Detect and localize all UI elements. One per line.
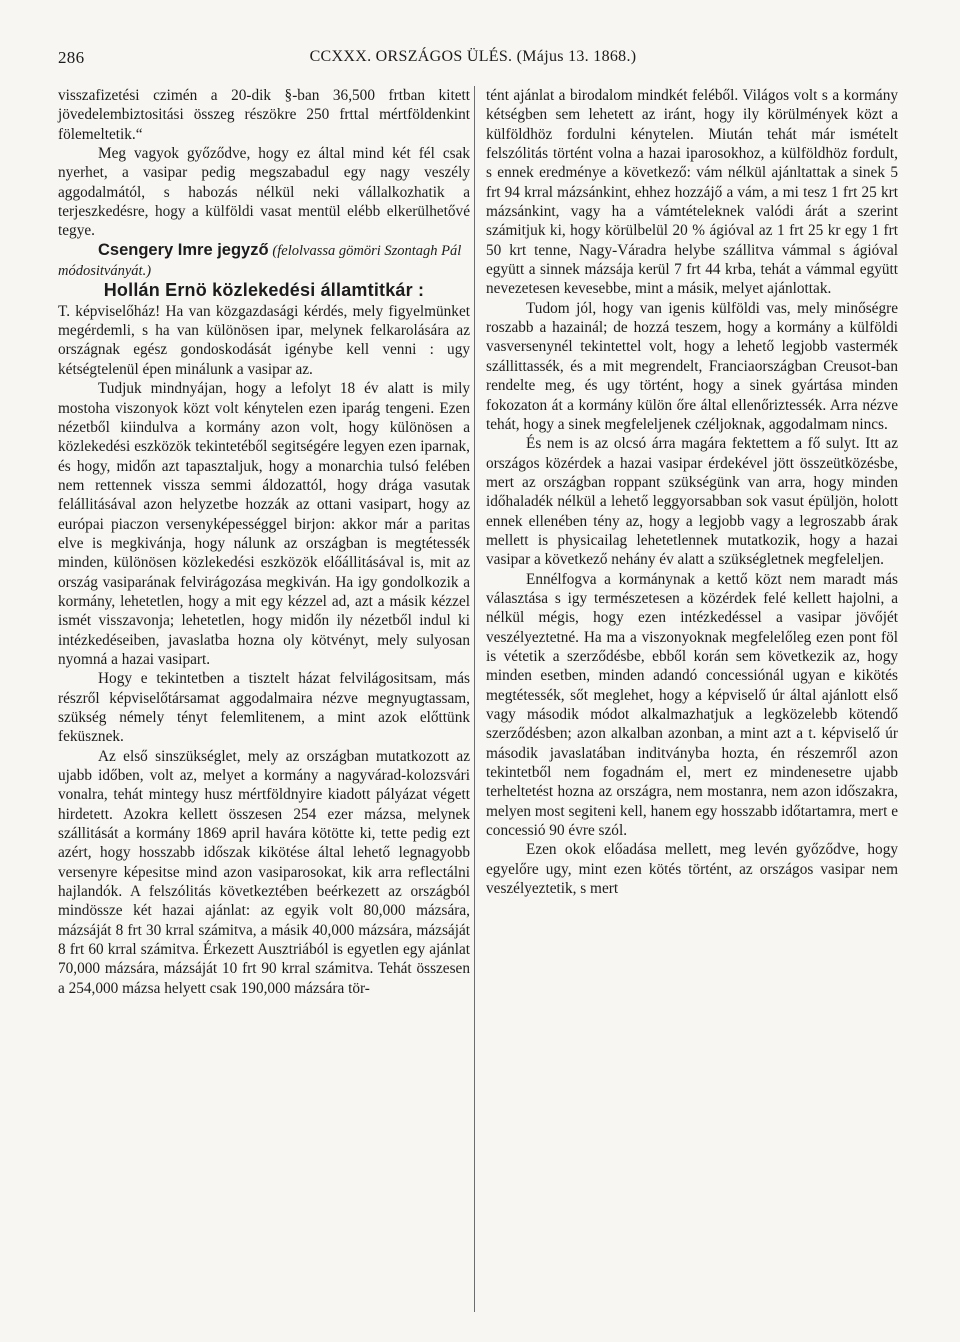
running-title: CCXXX. ORSZÁGOS ÜLÉS. (Május 13. 1868.) [309,48,637,65]
paragraph: T. képviselőház! Ha van közgazdasági kérdés, mely figyelmünket megérdemli, s ha van különösen ipar, melynek felkarolására az országnak egész gondoskodását igénybe kell venni : ugy kétségtelenül épen minálunk a vasipar az. [58,302,470,378]
speaker-line [58,241,470,282]
paragraph: visszafizetési czimén a 20-dik §-ban 36,500 frtban kitett jövedelembiztositási összeg részökre 250 frttal mértföldenkint fölemeltetik.“ [58,87,470,143]
speaker-note: (felolvassa gömöri Szontagh Pál módositványát.) [58,242,462,280]
paragraph: Az első sinszükséglet, mely az országban mutatkozott az ujabb időben, volt az, melyet a kormány a nagyvárad-kolozsvári vonalra, tehát mintegy husz mértföldnyire kiadott pályázat végett hirdetett. Azokra kellett összesen 254 ezer mázsa, melynek szállitását a kormány 1869 april havára kötötte ki, tette pedig ezt azért, hogy hosszabb időszak kikötése által lehető legnagyobb versenyre képesitse mind azon vasiparosokat, kik arra reflectálni hajlandók. A felszólitás következtében beérkezett az országból mindössze két hazai ajánlat: az egyik volt 80,000 mázsára, mázsáját 8 frt 30 krral számitva, a másik 40,000 mázsára, mázsáját 8 frt 60 krral számitva. Érkezett Ausztriából is egyetlen egy ajánlat 70,000 mázsára, mázsáját 10 frt 90 krral számitva. Tehát összesen a 254,000 mázsa helyett csak 190,000 mázsára tör- [58,747,470,997]
paragraph: Ezen okok előadása mellett, meg levén győződve, hogy egyelőre ugy, mint ezen kötés történt, az országos vasipar nem veszélyeztetik, s mert [486,841,898,898]
paragraph: tént ajánlat a birodalom mindkét feléből. Világos volt s a kormány kétségben sem lehetett az iránt, hogy ily körülmények közt a külföldhöz fordulni kénytelen. Miután tehát már ismételt felszólitás történt volna a hazai iparosokhoz, a külföldhöz fordult, s ennek eredménye a következő: vám nélkül ajánltattak a sinek 5 frt 94 krral mázsánkint, ehhez hozzájő a vám, a mi tesz 1 frt 25 krt mázsánkint, vagy ha a vámtételeknek valódi árát a szerint számitjuk ki, hogy körülbelül 20 % ágióval az 1 frt 25 kr egy 1 frt 50 krt tenne, Nagy-Váradra helybe szállitva vámmal s ágióval együtt a sinnek mázsája kerül 7 frt 44 krba, tehát a vámmal együtt nevezetesen kevesebbe, mint a másik, melyet ajánlottak. [486,87,898,298]
right-column [486,86,898,898]
paragraph: Hogy e tekintetben a tisztelt házat felvilágositsam, más részről képviselőtársamat aggodalmaira nézve megnyugtassam, szükség némely tényt felemlitenem, a mint azok előttünk feküsznek. [58,670,470,746]
page-number: 286 [58,48,85,67]
left-column [58,86,470,998]
speaker-name: Hollán Ernö közlekedési államtitkár : [103,280,425,301]
speaker-line [58,281,470,301]
column-divider [474,86,475,1312]
page-header [58,48,888,74]
paragraph: Tudom jól, hogy van igenis külföldi vas, mely minőségre roszabb a hazainál; de hozzá teszem, hogy a kormány a külföldi vasversenynél tekintettel volt, hogy a lehető legjobb vastermék szállittassék, és a mit megrendelt, Franciaországban Creusot-ban rendelte meg, és ugy történt, hogy a sinek gyártása minden fokozaton át a kormány külön őre által ellenőriztessék. Arra nézve tehát, hogy a sinek megfeleljenek czéljoknak, aggodalmam nincs. [486,299,898,433]
speaker-name: Csengery Imre jegyző [98,240,269,259]
paragraph: Ennélfogva a kormánynak a kettő közt nem maradt más választása s igy természetesen a közérdek felé kellett hajolni, a nélkül mégis, hogy ezen intézkedéssel a vasipar jövőjét veszélyeztetné. Ha ma a viszonyoknak megfelelőleg ezen pont föl is vétetik a szerződésbe, ebből korán sem következik az, hogy minden esetben, minden adandó concessiónál ugyan e kikötés megtétessék, sőt meglehet, hogy a képviselő úr által ajánlott első vagy második módot alkalmazhatjuk a legközelebb kötendő szerződésben; azon alkalban azonban, a mint azt a t. képviselő úr második javaslatában inditványba hozta, én részemről azon tekintetből nem fogadnám el, mert ez mindenesetre ujabb terheltetést hozna az országra, nem mostanra, nem azon időszakra, melyen most segiteni kell, hanem egy hosszabb időtartamra, mert e concessió 90 évre szól. [486,570,898,840]
paragraph: Tudjuk mindnyájan, hogy a lefolyt 18 év alatt is mily mostoha viszonyok közt volt kénytelen ezen iparág tengeni. Ezen nézetből kiindulva a kormány azon volt, hogy különösen a közlekedési eszközök tekintetéből segitségére legyen ezen iparnak, és hogy, midőn azt tapasztaljuk, hogy a monarchia tulsó felében nem rettennek vissza semmi áldozattól, hogy drága vasutak felállitásával azon helyzetbe hozzák az ottani vasipart, hogy az európai piaczon versenyképességgel birjon: akkor már a paritas elve is megkivánja, hogy nálunk az országban is megtétessék minden, különösen közlekedési eszközök előállitásával is, mit az ország vasiparának felvirágozása megkiván. Ha igy gondolkozik a kormány, lehetetlen, hogy a mit egy kézzel ad, azt a másik kézzel ismét visszavonja; lehetetlen, hogy midőn ily nézetből indul ki intézkedéseiben, javaslatba hozna oly kötvényt, mely sulyosan nyomná a hazai vasipart. [58,380,470,668]
paragraph: És nem is az olcsó árra magára fektettem a fő sulyt. Itt az országos közérdek a hazai vasipar érdekével jött összeütközésbe, mert az országban roppant szükségünk van arra, hogy minden időhaladék nélkül a lehető leggyorsabban sok vasut épüljön, holott ennek ellenében tény az, hogy a legjobb vagy a legroszabb árak mellett is physicailag lehetetlennek mutatkozik, hogy a hazai vasipar a következő nehány év alatt a szükségletnek megfeleljen. [486,435,898,569]
paragraph: Meg vagyok győződve, hogy ez által mind két fél csak nyerhet, a vasipar pedig megszabadul egy nagy veszély aggodalmától, s habozás nélkül neki vállalkozhatik a terjeszkedésre, hogy a külföldi vasat mentül elébb elkerülhetővé tegye. [58,145,470,240]
